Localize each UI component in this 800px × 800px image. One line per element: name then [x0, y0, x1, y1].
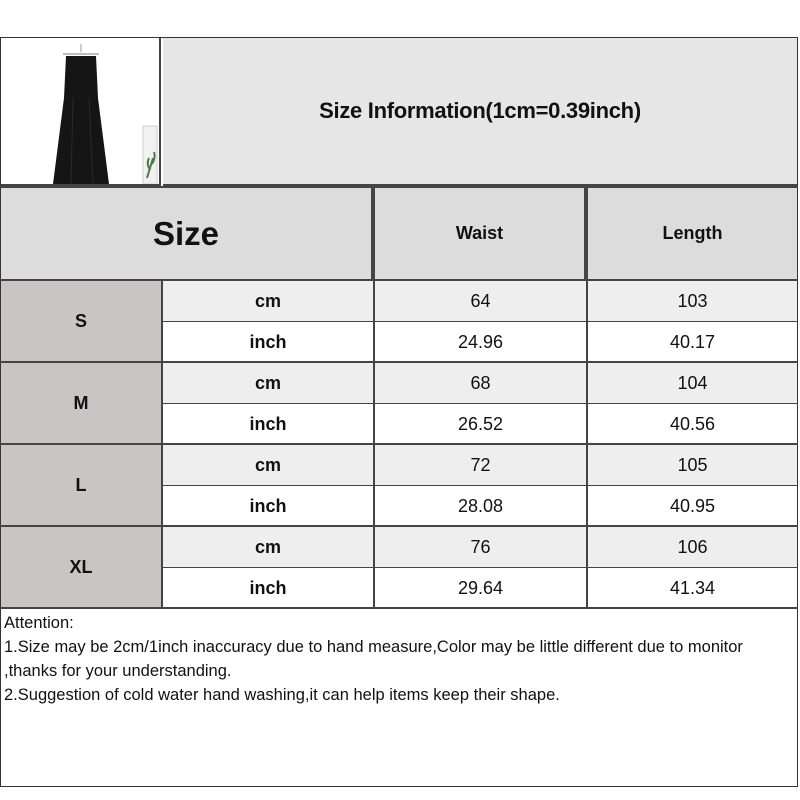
grid-line — [586, 188, 588, 607]
size-label-s: S — [1, 281, 161, 361]
grid-line — [161, 485, 798, 486]
length-inch-s: 40.17 — [588, 322, 797, 362]
page-title: Size Information(1cm=0.39inch) — [319, 98, 641, 123]
header-length-label: Length — [662, 223, 723, 243]
notes-line-2: 2.Suggestion of cold water hand washing,it can help items keep their shape. — [4, 686, 560, 704]
grid-line — [0, 279, 798, 281]
size-label-m: M — [1, 363, 161, 443]
grid-line — [0, 525, 798, 527]
waist-cm-s: 64 — [375, 281, 586, 321]
product-photo — [1, 38, 161, 186]
size-label-xl: XL — [1, 527, 161, 607]
unit-cm: cm — [163, 527, 373, 567]
grid-line — [0, 607, 798, 609]
grid-line — [0, 186, 798, 188]
length-inch-l: 40.95 — [588, 486, 797, 526]
grid-line — [161, 403, 798, 404]
length-cm-l: 105 — [588, 445, 797, 485]
grid-line — [0, 361, 798, 363]
unit-inch: inch — [163, 322, 373, 362]
unit-cm: cm — [163, 281, 373, 321]
length-inch-m: 40.56 — [588, 404, 797, 444]
unit-inch: inch — [163, 568, 373, 608]
unit-cm: cm — [163, 363, 373, 403]
grid-line — [161, 321, 798, 322]
unit-inch: inch — [163, 486, 373, 526]
attention-notes — [4, 611, 794, 707]
header-size-label: Size — [152, 214, 220, 252]
waist-cm-xl: 76 — [375, 527, 586, 567]
unit-cm: cm — [163, 445, 373, 485]
grid-line — [161, 567, 798, 568]
notes-heading: Attention: — [4, 614, 74, 632]
length-cm-m: 104 — [588, 363, 797, 403]
unit-inch: inch — [163, 404, 373, 444]
waist-inch-s: 24.96 — [375, 322, 586, 362]
title-cell — [163, 38, 797, 186]
skirt-image — [1, 38, 159, 184]
grid-line — [373, 188, 375, 607]
header-length — [588, 187, 797, 280]
grid-line — [0, 443, 798, 445]
header-size — [1, 187, 373, 280]
size-label-l: L — [1, 445, 161, 525]
grid-line — [161, 281, 163, 607]
waist-inch-l: 28.08 — [375, 486, 586, 526]
header-waist-label: Waist — [455, 223, 504, 243]
notes-line-1: 1.Size may be 2cm/1inch inaccuracy due to hand measure,Color may be little different due to monitor ,thanks for your understanding. — [4, 638, 743, 680]
length-cm-xl: 106 — [588, 527, 797, 567]
waist-cm-m: 68 — [375, 363, 586, 403]
waist-cm-l: 72 — [375, 445, 586, 485]
length-cm-s: 103 — [588, 281, 797, 321]
waist-inch-m: 26.52 — [375, 404, 586, 444]
waist-inch-xl: 29.64 — [375, 568, 586, 608]
length-inch-xl: 41.34 — [588, 568, 797, 608]
header-waist — [375, 187, 586, 280]
